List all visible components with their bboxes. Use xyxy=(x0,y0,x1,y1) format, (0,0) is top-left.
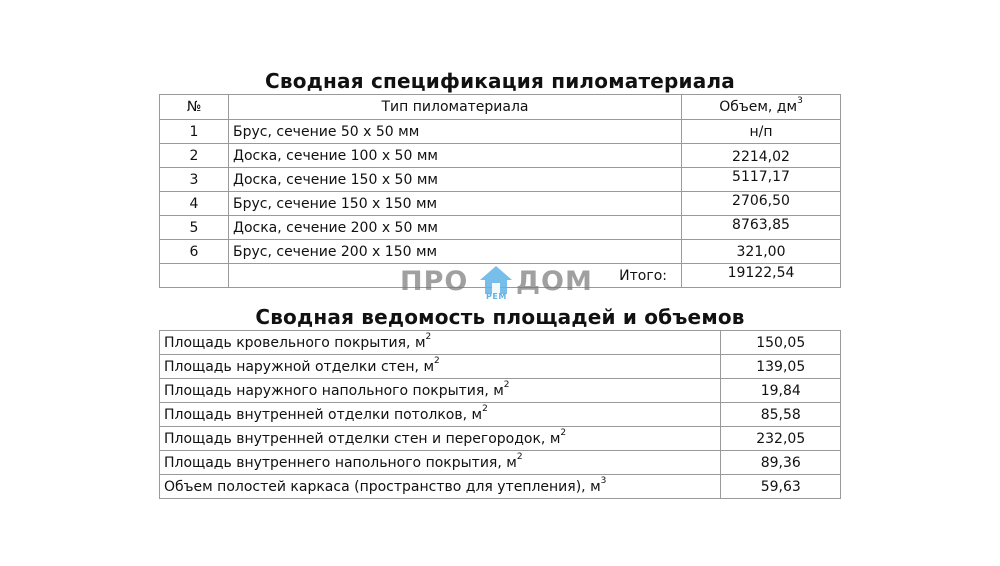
spec-table-title: Сводная спецификация пиломатериала xyxy=(265,69,735,93)
row-volume: 2214,02 xyxy=(682,144,841,168)
row-type: Брус, сечение 50 х 50 мм xyxy=(229,120,682,144)
lumber-spec-table xyxy=(159,94,841,288)
row-type: Доска, сечение 150 х 50 мм xyxy=(229,168,682,192)
table-row xyxy=(160,216,841,240)
area-value: 59,63 xyxy=(721,475,841,499)
area-name-text: Площадь внутренней отделки потолков, м xyxy=(164,406,483,423)
table-row xyxy=(160,331,841,355)
watermark-right-text: ДОМ xyxy=(516,266,593,297)
area-unit-power: 2 xyxy=(516,451,523,462)
area-unit-power: 2 xyxy=(482,403,488,414)
area-name xyxy=(160,475,721,499)
table-row xyxy=(160,403,841,427)
row-num: 4 xyxy=(160,192,229,216)
table-row xyxy=(160,379,841,403)
spec-header-row xyxy=(160,95,841,120)
header-type: Тип пиломатериала xyxy=(229,95,682,120)
area-unit-power: 2 xyxy=(425,331,432,342)
header-num: № xyxy=(160,95,229,120)
row-type: Брус, сечение 150 х 150 мм xyxy=(229,192,682,216)
row-volume: 2706,50 xyxy=(682,192,841,216)
row-num: 1 xyxy=(160,120,229,144)
area-name xyxy=(160,403,721,427)
area-value: 150,05 xyxy=(721,331,841,355)
area-name xyxy=(160,427,721,451)
area-name-text: Площадь кровельного покрытия, м xyxy=(164,334,426,351)
table-row xyxy=(160,144,841,168)
row-volume: 321,00 xyxy=(682,240,841,264)
header-volume xyxy=(682,95,841,120)
row-volume: 5117,17 xyxy=(682,168,841,192)
table-row xyxy=(160,427,841,451)
area-unit-power: 2 xyxy=(560,427,567,438)
area-value: 232,05 xyxy=(721,427,841,451)
pro-dom-watermark xyxy=(400,262,600,304)
area-name xyxy=(160,331,721,355)
row-type: Доска, сечение 100 х 50 мм xyxy=(229,144,682,168)
watermark-left-text: ПРО xyxy=(400,266,469,297)
row-num: 5 xyxy=(160,216,229,240)
row-num: 3 xyxy=(160,168,229,192)
areas-table-title: Сводная ведомость площадей и объемов xyxy=(255,305,745,329)
area-value: 85,58 xyxy=(721,403,841,427)
table-row xyxy=(160,355,841,379)
area-name-text: Площадь внутренней отделки стен и перегородок, м xyxy=(164,430,561,447)
area-name-text: Объем полостей каркаса (пространство для утепления), м xyxy=(164,478,601,495)
areas-volumes-table xyxy=(159,330,841,499)
table-row xyxy=(160,451,841,475)
area-name xyxy=(160,355,721,379)
area-unit-power: 3 xyxy=(600,475,607,486)
area-name-text: Площадь наружного напольного покрытия, м xyxy=(164,382,504,399)
row-volume: 8763,85 xyxy=(682,216,841,240)
total-label: Итого: xyxy=(229,264,682,288)
watermark-sub-text: РЕМ xyxy=(486,292,507,301)
area-name-text: Площадь внутреннего напольного покрытия, м xyxy=(164,454,517,471)
area-value: 139,05 xyxy=(721,355,841,379)
row-num: 2 xyxy=(160,144,229,168)
area-name-text: Площадь наружной отделки стен, м xyxy=(164,358,435,375)
area-unit-power: 2 xyxy=(434,355,440,366)
table-row xyxy=(160,168,841,192)
total-num-empty xyxy=(160,264,229,288)
table-row xyxy=(160,192,841,216)
header-volume-label: Объем, дм xyxy=(719,99,798,115)
area-name xyxy=(160,379,721,403)
area-value: 89,36 xyxy=(721,451,841,475)
row-volume: н/п xyxy=(682,120,841,144)
table-row xyxy=(160,120,841,144)
row-num: 6 xyxy=(160,240,229,264)
header-volume-unit-power: 3 xyxy=(797,96,803,106)
row-type: Доска, сечение 200 х 50 мм xyxy=(229,216,682,240)
row-type: Брус, сечение 200 х 150 мм xyxy=(229,240,682,264)
area-name xyxy=(160,451,721,475)
table-row xyxy=(160,475,841,499)
table-row xyxy=(160,240,841,264)
area-value: 19,84 xyxy=(721,379,841,403)
total-value: 19122,54 xyxy=(682,264,841,288)
area-unit-power: 2 xyxy=(503,379,510,390)
